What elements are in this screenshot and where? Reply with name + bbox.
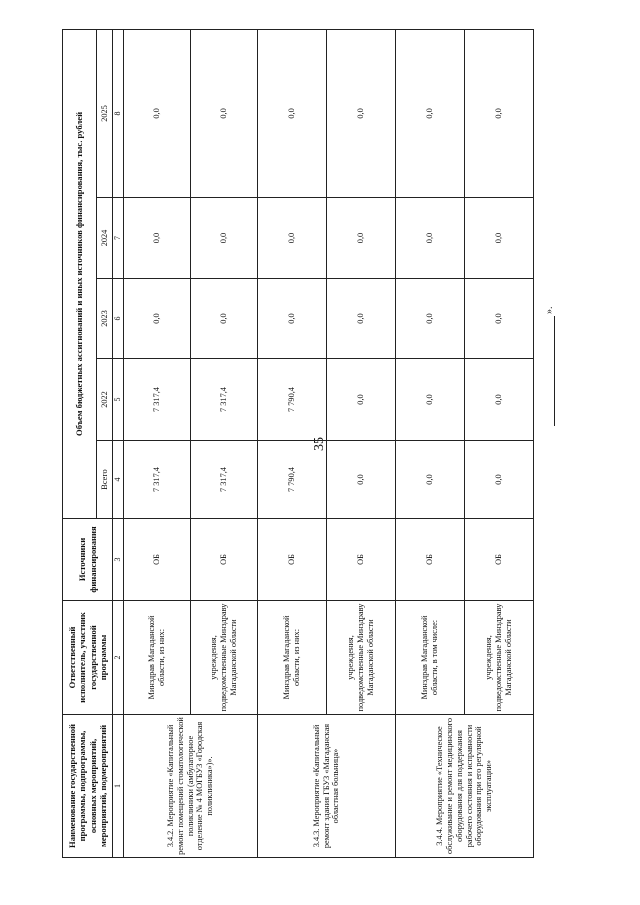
activity-name: 3.4.3. Мероприятие «Капитальный ремонт здания ГБУЗ «Магаданская областная больница» [258, 715, 396, 858]
column-number: 1 [113, 715, 124, 858]
source-cell: ОБ [465, 519, 534, 601]
column-number: 2 [113, 601, 124, 715]
responsible-cell: Минздрав Магаданской области, в том числе: [396, 601, 465, 715]
page-number: 35 [312, 437, 327, 451]
header-year-2022: 2022 [97, 359, 113, 441]
header-year-2024: 2024 [97, 198, 113, 279]
value-cell: 7 317,4 [124, 441, 191, 519]
responsible-cell: учреждения, подведомственные Минздраву Магаданской области [191, 601, 258, 715]
activity-name: 3.4.4. Мероприятие «Техническое обслуживание и ремонт медицинского оборудования для поддержания рабочего состояния и исправности оборудования при его регулярной эксплуатации» [396, 715, 534, 858]
column-number: 7 [113, 198, 124, 279]
activity-name: 3.4.2. Мероприятие «Капитальный ремонт помещений стоматологической поликлиники (амбулаторное отделение № 4 МОГБУЗ «Городская поликлиника»)». [124, 715, 258, 858]
value-cell: 7 317,4 [191, 359, 258, 441]
value-cell: 0,0 [327, 279, 396, 359]
value-cell: 0,0 [396, 441, 465, 519]
source-cell: ОБ [258, 519, 327, 601]
value-cell: 7 317,4 [124, 359, 191, 441]
value-cell: 7 317,4 [191, 441, 258, 519]
value-cell: 0,0 [191, 198, 258, 279]
header-source: Источники финансирования [63, 519, 113, 601]
header-year-2025: 2025 [97, 29, 113, 197]
header-volume: Объем бюджетных ассигнований и иных источников финансирования, тыс. рублей [63, 29, 97, 518]
value-cell: 0,0 [465, 359, 534, 441]
value-cell: 0,0 [124, 198, 191, 279]
value-cell: 0,0 [258, 198, 327, 279]
responsible-cell: учреждения, подведомственные Минздраву Магаданской области [327, 601, 396, 715]
value-cell: 0,0 [465, 279, 534, 359]
value-cell: 0,0 [465, 29, 534, 197]
rotated-page-content [62, 30, 556, 858]
value-cell: 7 790,4 [258, 359, 327, 441]
column-number: 8 [113, 29, 124, 197]
value-cell: 0,0 [396, 198, 465, 279]
value-cell: 0,0 [258, 29, 327, 197]
column-number: 3 [113, 519, 124, 601]
responsible-cell: Минздрав Магаданской области, из них: [124, 601, 191, 715]
source-cell: ОБ [191, 519, 258, 601]
value-cell: 0,0 [327, 198, 396, 279]
value-cell: 0,0 [396, 279, 465, 359]
source-cell: ОБ [396, 519, 465, 601]
source-cell: ОБ [124, 519, 191, 601]
closing-line [554, 316, 555, 426]
column-number: 5 [113, 359, 124, 441]
table-row [124, 29, 191, 857]
value-cell: 0,0 [258, 279, 327, 359]
source-cell: ОБ [327, 519, 396, 601]
value-cell: 0,0 [191, 29, 258, 197]
value-cell: 0,0 [327, 441, 396, 519]
table-row [396, 29, 465, 857]
closing-mark [532, 286, 572, 426]
value-cell: 7 790,4 [258, 441, 327, 519]
closing-quote: ». [544, 306, 555, 314]
value-cell: 0,0 [327, 359, 396, 441]
value-cell: 0,0 [396, 359, 465, 441]
value-cell: 0,0 [327, 29, 396, 197]
header-name: Наименование государственной программы, подпрограммы, основных мероприятий, мероприятий, подмероприятий [63, 715, 113, 858]
responsible-cell: Минздрав Магаданской области, из них: [258, 601, 327, 715]
column-number: 4 [113, 441, 124, 519]
value-cell: 0,0 [465, 198, 534, 279]
value-cell: 0,0 [124, 279, 191, 359]
header-responsible: Ответственный исполнитель, участник государственной программы [63, 601, 113, 715]
value-cell: 0,0 [465, 441, 534, 519]
header-year-total: Всего [97, 441, 113, 519]
budget-table [62, 29, 534, 858]
value-cell: 0,0 [191, 279, 258, 359]
value-cell: 0,0 [396, 29, 465, 197]
table-row [258, 29, 327, 857]
responsible-cell: учреждения, подведомственные Минздраву Магаданской области [465, 601, 534, 715]
header-year-2023: 2023 [97, 279, 113, 359]
value-cell: 0,0 [124, 29, 191, 197]
column-number: 6 [113, 279, 124, 359]
